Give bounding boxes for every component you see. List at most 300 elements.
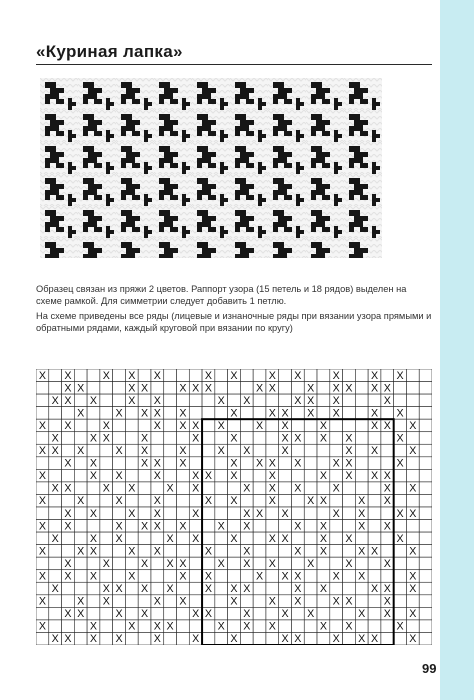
chart-cell: [87, 607, 100, 620]
chart-cross-mark: X: [319, 432, 327, 445]
chart-cell: [266, 419, 279, 432]
chart-cross-mark: X: [268, 557, 276, 570]
chart-cell: [215, 494, 228, 507]
chart-cell: [419, 394, 432, 407]
chart-cross-mark: X: [243, 545, 251, 558]
chart-cell: [189, 520, 202, 533]
chart-cell: [49, 369, 62, 382]
chart-cell: [266, 545, 279, 558]
chart-cross-mark: X: [409, 633, 417, 645]
chart-cell: [253, 595, 266, 608]
chart-cross-mark: X: [102, 369, 110, 382]
chart-cross-mark: X: [179, 457, 187, 470]
chart-cell: [62, 595, 75, 608]
chart-cross-mark: X: [243, 445, 251, 458]
chart-cross-mark: X: [268, 495, 276, 508]
chart-cell: [355, 482, 368, 495]
chart-cross-mark: X: [281, 432, 289, 445]
chart-cell: [87, 482, 100, 495]
chart-cross-mark: X: [153, 470, 161, 483]
chart-cross-mark: X: [51, 583, 59, 596]
chart-cross-mark: X: [332, 369, 340, 382]
chart-cell: [62, 532, 75, 545]
chart-cross-mark: X: [64, 633, 72, 645]
chart-cross-mark: X: [179, 445, 187, 458]
chart-cross-mark: X: [204, 608, 213, 621]
chart-cell: [113, 457, 126, 470]
chart-cross-mark: X: [204, 545, 213, 558]
chart-cross-mark: X: [281, 419, 289, 432]
chart-cell: [49, 457, 62, 470]
chart-cell: [202, 632, 215, 645]
chart-cell: [240, 494, 253, 507]
chart-cell: [125, 432, 138, 445]
chart-cell: [266, 582, 279, 595]
chart-cell: [304, 532, 317, 545]
chart-cell: [202, 394, 215, 407]
chart-cell: [419, 507, 432, 520]
chart-cross-mark: X: [141, 520, 149, 533]
chart-cell: [215, 382, 228, 395]
chart-cell: [36, 632, 49, 645]
chart-cross-mark: X: [115, 495, 123, 508]
chart-cell: [138, 419, 151, 432]
chart-cell: [202, 444, 215, 457]
chart-cross-mark: X: [345, 432, 353, 445]
chart-cell: [49, 382, 62, 395]
chart-cell: [291, 494, 304, 507]
chart-cross-mark: X: [358, 495, 366, 508]
chart-cell: [138, 369, 151, 382]
chart-cell: [138, 545, 151, 558]
chart-cell: [317, 632, 330, 645]
chart-cross-mark: X: [370, 583, 379, 596]
chart-cell: [279, 482, 292, 495]
chart-cross-mark: X: [128, 620, 136, 633]
chart-cell: [279, 494, 292, 507]
chart-cross-mark: X: [192, 470, 200, 483]
chart-cell: [87, 520, 100, 533]
chart-cell: [419, 482, 432, 495]
chart-cell: [355, 432, 368, 445]
chart-cell: [368, 394, 381, 407]
chart-cross-mark: X: [115, 532, 123, 545]
chart-cell: [177, 482, 190, 495]
chart-cell: [151, 382, 164, 395]
chart-cross-mark: X: [383, 419, 391, 432]
chart-cell: [304, 520, 317, 533]
chart-cell: [113, 557, 126, 570]
chart-cell: [164, 444, 177, 457]
chart-cell: [240, 595, 253, 608]
chart-cell: [74, 369, 87, 382]
chart-cell: [100, 382, 113, 395]
knitting-sample-photo: [40, 78, 382, 258]
chart-cross-mark: X: [38, 419, 46, 432]
chart-cell: [381, 570, 394, 583]
chart-cross-mark: X: [51, 482, 59, 495]
chart-cell: [151, 570, 164, 583]
chart-cross-mark: X: [153, 419, 161, 432]
chart-cell: [177, 545, 190, 558]
chart-cell: [240, 419, 253, 432]
chart-cross-mark: X: [243, 620, 251, 633]
chart-cell: [202, 419, 215, 432]
chart-cross-mark: X: [332, 595, 340, 608]
chart-cell: [406, 407, 419, 420]
chart-cell: [317, 382, 330, 395]
chart-cell: [49, 407, 62, 420]
chart-cell: [266, 520, 279, 533]
chart-cell: [381, 620, 394, 633]
chart-cell: [253, 620, 266, 633]
chart-cell: [36, 482, 49, 495]
chart-cell: [330, 532, 343, 545]
chart-cross-mark: X: [332, 382, 340, 395]
chart-cell: [317, 444, 330, 457]
chart-cell: [177, 394, 190, 407]
chart-cross-mark: X: [319, 583, 327, 596]
chart-cell: [87, 582, 100, 595]
chart-cell: [74, 469, 87, 482]
chart-cell: [419, 545, 432, 558]
chart-cell: [113, 545, 126, 558]
chart-cross-mark: X: [89, 394, 98, 407]
chart-cell: [253, 557, 266, 570]
chart-cell: [215, 595, 228, 608]
chart-cross-mark: X: [345, 470, 353, 483]
chart-cross-mark: X: [409, 570, 417, 583]
chart-cell: [100, 520, 113, 533]
chart-cross-mark: X: [179, 557, 187, 570]
chart-cell: [74, 482, 87, 495]
chart-cross-mark: X: [268, 532, 276, 545]
chart-cross-mark: X: [383, 495, 391, 508]
chart-cell: [62, 432, 75, 445]
chart-cell: [343, 407, 356, 420]
chart-cell: [279, 520, 292, 533]
chart-cross-mark: X: [115, 445, 123, 458]
chart-cell: [202, 407, 215, 420]
chart-cell: [240, 632, 253, 645]
chart-cell: [304, 457, 317, 470]
chart-cell: [266, 507, 279, 520]
chart-cell: [138, 507, 151, 520]
chart-cell: [62, 582, 75, 595]
chart-cell: [406, 532, 419, 545]
chart-cross-mark: X: [102, 432, 110, 445]
chart-cross-mark: X: [77, 382, 85, 395]
chart-cross-mark: X: [370, 407, 379, 420]
chart-cell: [228, 607, 241, 620]
chart-cell: [100, 457, 113, 470]
chart-cell: [266, 394, 279, 407]
chart-cell: [36, 532, 49, 545]
chart-cell: [406, 432, 419, 445]
chart-cross-mark: X: [230, 457, 238, 470]
chart-cell: [330, 557, 343, 570]
chart-cell: [355, 595, 368, 608]
chart-cell: [49, 469, 62, 482]
chart-cross-mark: X: [243, 520, 251, 533]
chart-cross-mark: X: [409, 482, 417, 495]
chart-cross-mark: X: [192, 532, 200, 545]
chart-cell: [125, 457, 138, 470]
chart-cross-mark: X: [281, 633, 289, 645]
chart-cell: [381, 407, 394, 420]
chart-cross-mark: X: [204, 470, 213, 483]
chart-cross-mark: X: [141, 382, 149, 395]
chart-cross-mark: X: [153, 507, 161, 520]
chart-cross-mark: X: [370, 633, 379, 645]
chart-cell: [317, 457, 330, 470]
chart-cell: [317, 407, 330, 420]
chart-cell: [113, 432, 126, 445]
chart-cross-mark: X: [230, 470, 238, 483]
chart-cell: [215, 545, 228, 558]
chart-cell: [368, 432, 381, 445]
chart-cross-mark: X: [77, 407, 85, 420]
chart-cross-mark: X: [102, 583, 110, 596]
chart-cross-mark: X: [102, 419, 110, 432]
chart-cell: [177, 507, 190, 520]
chart-cell: [355, 382, 368, 395]
chart-cell: [113, 570, 126, 583]
chart-cell: [406, 469, 419, 482]
chart-cross-mark: X: [89, 545, 98, 558]
chart-cell: [138, 632, 151, 645]
chart-cross-mark: X: [230, 407, 238, 420]
chart-cell: [304, 545, 317, 558]
chart-cell: [419, 557, 432, 570]
chart-cell: [419, 419, 432, 432]
chart-cell: [355, 369, 368, 382]
chart-cell: [394, 520, 407, 533]
chart-cross-mark: X: [51, 532, 59, 545]
page-title: «Куриная лапка»: [36, 42, 183, 61]
chart-cell: [343, 607, 356, 620]
chart-cross-mark: X: [192, 432, 200, 445]
chart-cross-mark: X: [383, 394, 391, 407]
chart-cell: [355, 444, 368, 457]
chart-cross-mark: X: [38, 595, 46, 608]
chart-cross-mark: X: [89, 457, 98, 470]
chart-cell: [317, 482, 330, 495]
chart-cross-mark: X: [345, 557, 353, 570]
chart-cross-mark: X: [89, 532, 98, 545]
chart-cell: [125, 444, 138, 457]
chart-cell: [113, 369, 126, 382]
chart-cell: [291, 532, 304, 545]
chart-cell: [419, 520, 432, 533]
chart-cell: [279, 457, 292, 470]
chart-cell: [343, 632, 356, 645]
chart-cell: [291, 620, 304, 633]
chart-cross-mark: X: [294, 457, 302, 470]
chart-cell: [228, 419, 241, 432]
chart-cell: [304, 595, 317, 608]
chart-cross-mark: X: [115, 520, 123, 533]
chart-cell: [87, 494, 100, 507]
chart-cell: [49, 494, 62, 507]
chart-cell: [291, 444, 304, 457]
chart-cross-mark: X: [166, 532, 174, 545]
chart-cross-mark: X: [370, 382, 379, 395]
chart-cell: [279, 557, 292, 570]
chart-cell: [202, 620, 215, 633]
chart-cell: [330, 469, 343, 482]
chart-cross-mark: X: [396, 432, 404, 445]
chart-cell: [253, 545, 266, 558]
chart-cell: [419, 607, 432, 620]
chart-cross-mark: X: [294, 633, 302, 645]
chart-cross-mark: X: [294, 520, 302, 533]
chart-cross-mark: X: [217, 620, 225, 633]
chart-cell: [87, 444, 100, 457]
chart-cell: [177, 532, 190, 545]
chart-cross-mark: X: [89, 570, 98, 583]
chart-cell: [304, 570, 317, 583]
chart-cell: [74, 457, 87, 470]
chart-cell: [394, 557, 407, 570]
chart-cell: [330, 620, 343, 633]
chart-cell: [36, 407, 49, 420]
chart-cross-mark: X: [319, 495, 327, 508]
paragraph-rows-info: На схеме приведены все ряды (лицевые и изнаночные ряды при вязании узора прямыми и обратными рядами, каждый круговой при вязании по кругу): [36, 311, 432, 333]
chart-cell: [74, 570, 87, 583]
chart-cell: [49, 520, 62, 533]
chart-cross-mark: X: [77, 595, 85, 608]
chart-cell: [419, 620, 432, 633]
chart-cell: [279, 620, 292, 633]
chart-cell: [215, 432, 228, 445]
chart-cell: [228, 570, 241, 583]
chart-cross-mark: X: [204, 570, 213, 583]
chart-cell: [368, 457, 381, 470]
knitting-chart: [36, 369, 432, 645]
chart-cross-mark: X: [358, 545, 366, 558]
chart-cross-mark: X: [370, 470, 379, 483]
chart-cross-mark: X: [51, 445, 59, 458]
chart-cell: [138, 595, 151, 608]
chart-cell: [394, 595, 407, 608]
chart-cross-mark: X: [51, 633, 59, 645]
chart-cross-mark: X: [141, 557, 149, 570]
chart-cell: [151, 444, 164, 457]
paragraph-yarn-info: Образец связан из пряжи 2 цветов. Раппорт узора (15 петель и 18 рядов) выделен на схеме рамкой. Для симметрии следует добавить 1 петлю.: [36, 284, 407, 306]
chart-cell: [100, 632, 113, 645]
chart-cell: [164, 507, 177, 520]
chart-cell: [62, 407, 75, 420]
chart-cross-mark: X: [268, 470, 276, 483]
chart-cross-mark: X: [141, 608, 149, 621]
chart-cell: [202, 595, 215, 608]
chart-cell: [215, 469, 228, 482]
chart-cell: [330, 432, 343, 445]
chart-cross-mark: X: [255, 570, 264, 583]
chart-cross-mark: X: [255, 382, 264, 395]
chart-cross-mark: X: [179, 570, 187, 583]
chart-cell: [189, 444, 202, 457]
chart-cell: [419, 432, 432, 445]
chart-cell: [253, 494, 266, 507]
chart-cell: [164, 469, 177, 482]
chart-cross-mark: X: [409, 583, 417, 596]
chart-cross-mark: X: [192, 507, 200, 520]
chart-cross-mark: X: [319, 545, 327, 558]
chart-cell: [406, 620, 419, 633]
chart-cell: [253, 582, 266, 595]
chart-cell: [368, 494, 381, 507]
page-number: 99: [422, 661, 437, 676]
chart-cell: [49, 607, 62, 620]
chart-cross-mark: X: [319, 470, 327, 483]
chart-cross-mark: X: [153, 394, 161, 407]
chart-cell: [49, 419, 62, 432]
chart-cross-mark: X: [409, 608, 417, 621]
chart-cell: [177, 632, 190, 645]
chart-cross-mark: X: [115, 608, 123, 621]
chart-cell: [304, 582, 317, 595]
chart-cell: [355, 469, 368, 482]
chart-cell: [419, 469, 432, 482]
chart-cell: [49, 570, 62, 583]
chart-cell: [125, 469, 138, 482]
chart-cell: [394, 419, 407, 432]
chart-cell: [74, 557, 87, 570]
chart-cell: [202, 507, 215, 520]
chart-cross-mark: X: [332, 457, 340, 470]
chart-cell: [368, 557, 381, 570]
chart-cell: [62, 444, 75, 457]
chart-cell: [279, 369, 292, 382]
chart-cell: [49, 620, 62, 633]
chart-cross-mark: X: [38, 369, 46, 382]
chart-cross-mark: X: [281, 507, 289, 520]
chart-cell: [151, 432, 164, 445]
chart-cell: [253, 607, 266, 620]
chart-cross-mark: X: [230, 532, 238, 545]
chart-cross-mark: X: [370, 369, 379, 382]
chart-cell: [317, 557, 330, 570]
chart-cell: [343, 582, 356, 595]
chart-cell: [343, 494, 356, 507]
chart-cell: [100, 444, 113, 457]
chart-cell: [177, 582, 190, 595]
chart-cross-mark: X: [64, 608, 72, 621]
chart-cross-mark: X: [179, 382, 187, 395]
chart-cell: [151, 582, 164, 595]
chart-cell: [100, 469, 113, 482]
chart-cell: [100, 545, 113, 558]
chart-cross-mark: X: [141, 432, 149, 445]
chart-cell: [253, 469, 266, 482]
chart-cross-mark: X: [230, 432, 238, 445]
chart-cell: [381, 545, 394, 558]
chart-cell: [125, 607, 138, 620]
chart-cross-mark: X: [38, 570, 46, 583]
chart-cell: [228, 482, 241, 495]
chart-cell: [125, 419, 138, 432]
chart-cross-mark: X: [128, 545, 136, 558]
chart-cell: [215, 570, 228, 583]
chart-cell: [394, 607, 407, 620]
chart-cross-mark: X: [307, 394, 315, 407]
chart-cell: [138, 620, 151, 633]
chart-cell: [228, 520, 241, 533]
chart-cell: [87, 557, 100, 570]
chart-cell: [419, 532, 432, 545]
